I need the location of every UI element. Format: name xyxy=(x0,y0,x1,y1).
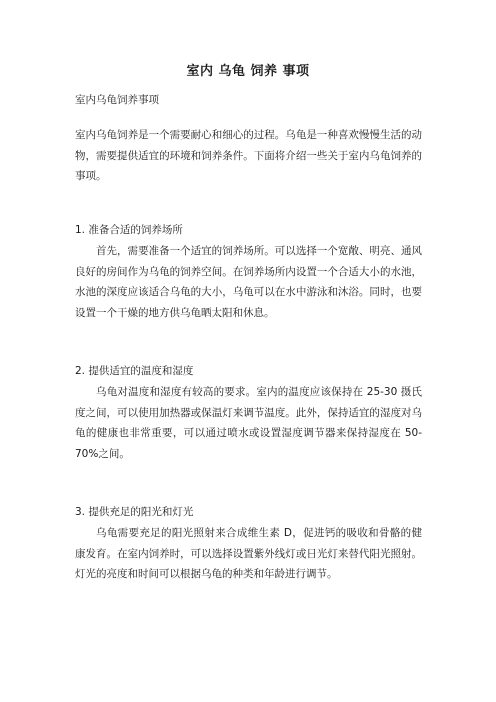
section-3-heading: 3. 提供充足的阳光和灯光 xyxy=(75,506,194,518)
section-3-body: 乌龟需要充足的阳光照射来合成维生素 D，促进钙的吸收和骨骼的健康发育。在室内饲养时，可以选择设置紫外线灯或日光灯来替代阳光照射。灯光的亮度和时间可以根据乌龟的种类和年龄进行调节。 xyxy=(75,527,422,580)
section-1-body: 首先，需要准备一个适宜的饲养场所。可以选择一个宽敞、明亮、通风良好的房间作为乌龟的饲养空间。在饲养场所内设置一个合适大小的水池，水池的深度应该适合乌龟的大小，乌龟可以在水中游泳和沐浴。同时，也要设置一个干燥的地方供乌龟晒太阳和休息。 xyxy=(75,245,422,319)
document-title: 室内 乌龟 饲养 事项 xyxy=(186,64,310,79)
section-2-heading: 2. 提供适宜的温度和湿度 xyxy=(75,365,194,377)
intro-paragraph: 室内乌龟饲养是一个需要耐心和细心的过程。乌龟是一种喜欢慢慢生活的动物，需要提供适宜的环境和饲养条件。下面将介绍一些关于室内乌龟饲养的事项。 xyxy=(75,129,422,182)
section-1-heading: 1. 准备合适的饲养场所 xyxy=(75,224,183,236)
document-subtitle: 室内乌龟饲养事项 xyxy=(75,94,159,106)
section-2-body: 乌龟对温度和湿度有较高的要求。室内的温度应该保持在 25-30 摄氏度之间，可以使用加热器或保温灯来调节温度。此外，保持适宜的湿度对乌龟的健康也非常重要，可以通过喷水或设置湿度调节器来保持湿度在 50-70%之间。 xyxy=(75,386,422,460)
